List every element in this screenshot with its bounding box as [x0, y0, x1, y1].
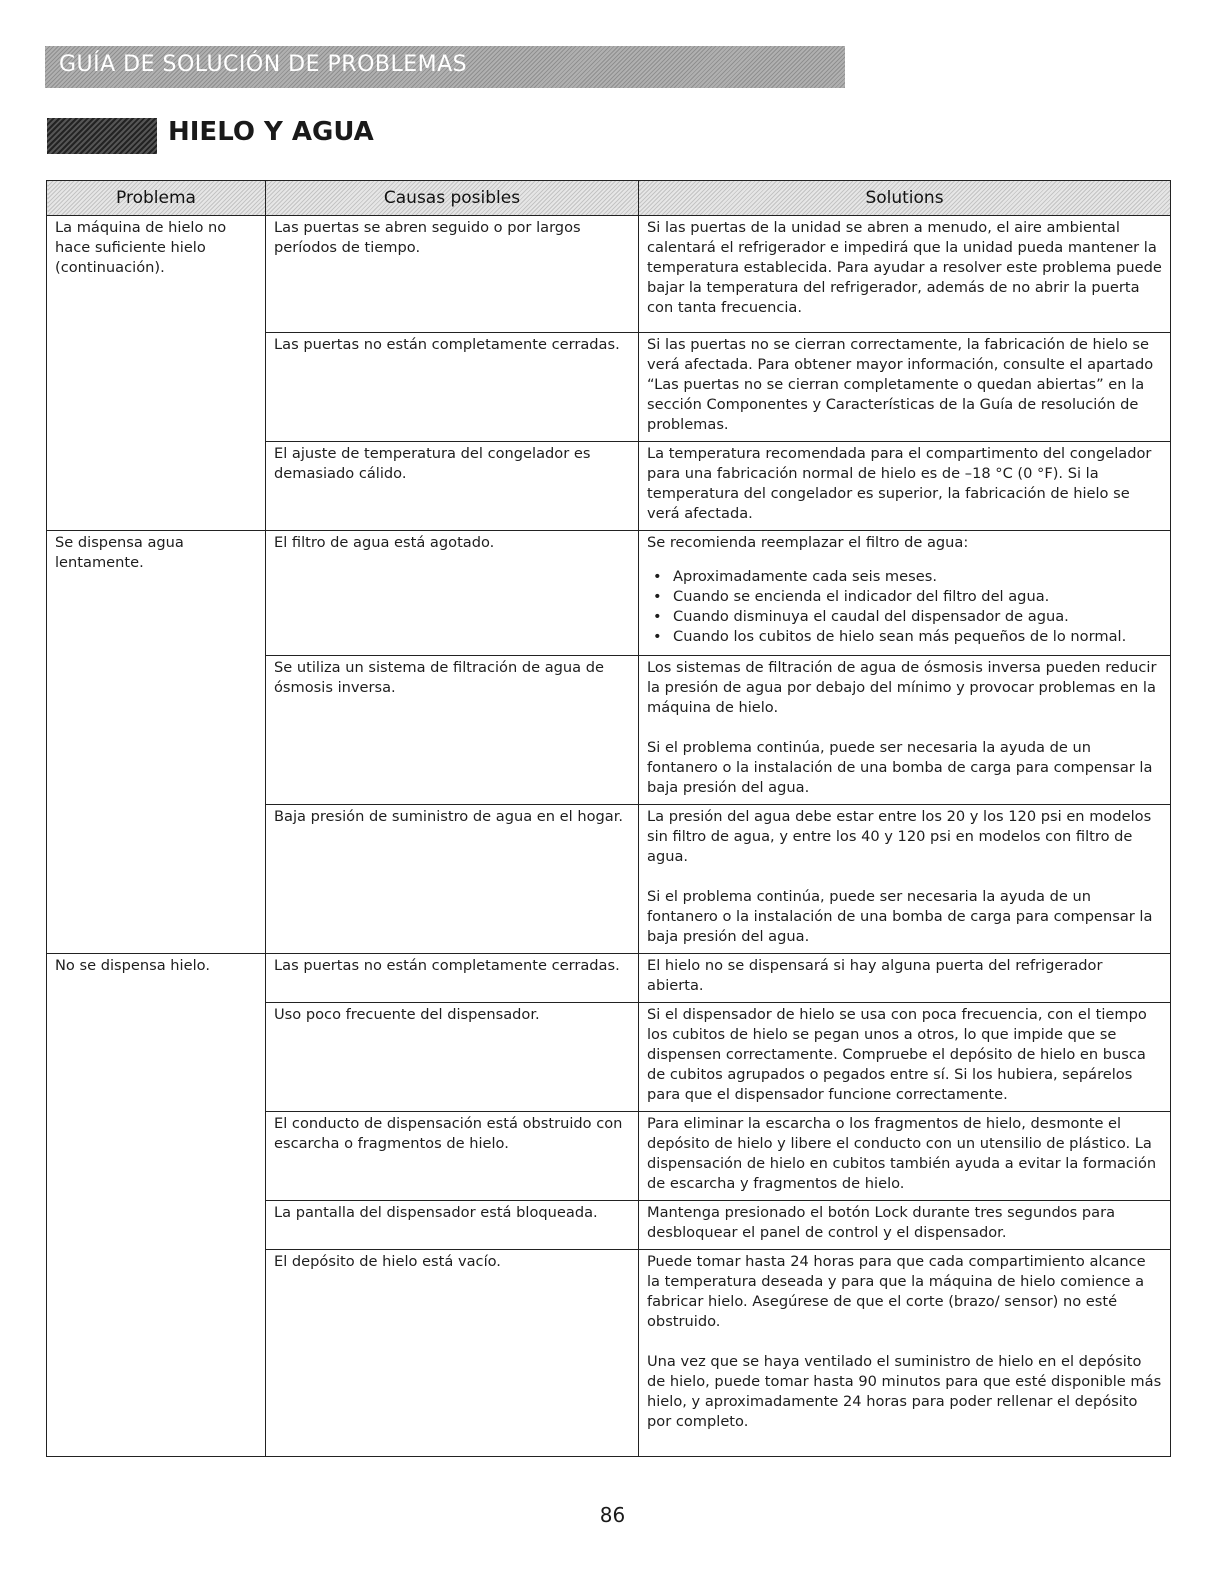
cause-cell: El ajuste de temperatura del congelador es demasiado cálido.: [266, 442, 639, 531]
problem-cell: Se dispensa agua lentamente.: [47, 531, 266, 954]
troubleshooting-table: [46, 180, 1171, 1457]
problem-cell: La máquina de hielo no hace suficiente hielo (continuación).: [47, 216, 266, 531]
solution-text: Si el problema continúa, puede ser necesaria la ayuda de un fontanero o la instalación de una bomba de carga para compensar la baja presión del agua.: [647, 888, 1153, 945]
cause-cell: El depósito de hielo está vacío.: [266, 1250, 639, 1457]
list-item: • Cuando se encienda el indicador del filtro del agua.: [653, 587, 1162, 607]
solution-text: El hielo no se dispensará si hay alguna puerta del refrigerador abierta.: [647, 957, 1103, 994]
header-solutions: Solutions: [639, 181, 1171, 216]
cause-cell: Las puertas se abren seguido o por largos períodos de tiempo.: [266, 216, 639, 333]
solution-text: La presión del agua debe estar entre los 20 y los 120 psi en modelos sin filtro de agua, y entre los 40 y 120 psi en modelos con filtro de agua.: [647, 808, 1152, 865]
solution-text: Si las puertas de la unidad se abren a menudo, el aire ambiental calentará el refrigerador e impedirá que la unidad pueda mantener la temperatura establecida. Para ayudar a resolver este problema puede bajar la temperatura del refrigerador, además de no abrir la puerta con tanta frecuencia.: [647, 219, 1162, 316]
list-item: • Cuando los cubitos de hielo sean más pequeños de lo normal.: [653, 627, 1162, 647]
solution-cell: [639, 656, 1171, 805]
table-row: [47, 531, 1171, 656]
filter-replacement-list: [647, 567, 1162, 647]
section-marker-block: [47, 118, 157, 154]
list-item: • Cuando disminuya el caudal del dispensador de agua.: [653, 607, 1162, 627]
solution-text: Si el problema continúa, puede ser necesaria la ayuda de un fontanero o la instalación de una bomba de carga para compensar la baja presión del agua.: [647, 739, 1153, 796]
section-title: HIELO Y AGUA: [168, 117, 374, 147]
solution-cell: [639, 1201, 1171, 1250]
solution-text: Puede tomar hasta 24 horas para que cada compartimiento alcance la temperatura deseada y para que la máquina de hielo comience a fabricar hielo. Asegúrese de que el corte (brazo/ sensor) no esté obstruido.: [647, 1253, 1146, 1330]
cause-cell: Se utiliza un sistema de filtración de agua de ósmosis inversa.: [266, 656, 639, 805]
solution-cell: [639, 333, 1171, 442]
solution-cell: [639, 1112, 1171, 1201]
solution-text: Los sistemas de filtración de agua de ósmosis inversa pueden reducir la presión de agua por debajo del mínimo y provocar problemas en la máquina de hielo.: [647, 659, 1157, 716]
solution-cell: [639, 1250, 1171, 1457]
top-banner: [45, 46, 845, 88]
solution-cell: [639, 442, 1171, 531]
solution-cell: [639, 954, 1171, 1003]
table-row: [47, 216, 1171, 333]
cause-cell: Baja presión de suministro de agua en el hogar.: [266, 805, 639, 954]
solution-text: Una vez que se haya ventilado el suministro de hielo en el depósito de hielo, puede tomar hasta 90 minutos para que esté disponible más hielo, y aproximadamente 24 horas para poder rellenar el depósito por completo.: [647, 1353, 1162, 1430]
solution-text: Si el dispensador de hielo se usa con poca frecuencia, con el tiempo los cubitos de hielo se pegan unos a otros, lo que impide que se dispensen correctamente. Compruebe el depósito de hielo en busca de cubitos agrupados o pegados entre sí. Si los hubiera, sepárelos para que el dispensador funcione correctamente.: [647, 1006, 1147, 1103]
table-row: [47, 954, 1171, 1003]
problem-cell: No se dispensa hielo.: [47, 954, 266, 1457]
solution-text: Si las puertas no se cierran correctamente, la fabricación de hielo se verá afectada. Para obtener mayor información, consulte el apartado “Las puertas no se cierran completamente o quedan abiertas” en la sección Componentes y Características de la Guía de resolución de problemas.: [647, 336, 1154, 433]
solution-text: Mantenga presionado el botón Lock durante tres segundos para desbloquear el panel de control y el dispensador.: [647, 1204, 1116, 1241]
solution-text: Para eliminar la escarcha o los fragmentos de hielo, desmonte el depósito de hielo y libere el conducto con un utensilio de plástico. La dispensación de hielo en cubitos también ayuda a evitar la formación de escarcha y fragmentos de hielo.: [647, 1115, 1157, 1192]
solution-text: La temperatura recomendada para el compartimento del congelador para una fabricación normal de hielo es de –18 °C (0 °F). Si la temperatura del congelador es superior, la fabricación de hielo se verá afectada.: [647, 445, 1152, 522]
list-item: • Aproximadamente cada seis meses.: [653, 567, 1162, 587]
solution-text: Se recomienda reemplazar el filtro de agua:: [647, 534, 969, 551]
page-number: 86: [599, 1503, 626, 1527]
solution-cell: [639, 216, 1171, 333]
cause-cell: El conducto de dispensación está obstruido con escarcha o fragmentos de hielo.: [266, 1112, 639, 1201]
banner-title: GUÍA DE SOLUCIÓN DE PROBLEMAS: [59, 52, 468, 77]
cause-cell: Las puertas no están completamente cerradas.: [266, 954, 639, 1003]
solution-cell: [639, 805, 1171, 954]
header-problem: Problema: [47, 181, 266, 216]
cause-cell: Las puertas no están completamente cerradas.: [266, 333, 639, 442]
solution-cell: [639, 531, 1171, 656]
header-causes: Causas posibles: [266, 181, 639, 216]
cause-cell: Uso poco frecuente del dispensador.: [266, 1003, 639, 1112]
cause-cell: La pantalla del dispensador está bloqueada.: [266, 1201, 639, 1250]
table-header-row: [47, 181, 1171, 216]
cause-cell: El filtro de agua está agotado.: [266, 531, 639, 656]
solution-cell: [639, 1003, 1171, 1112]
